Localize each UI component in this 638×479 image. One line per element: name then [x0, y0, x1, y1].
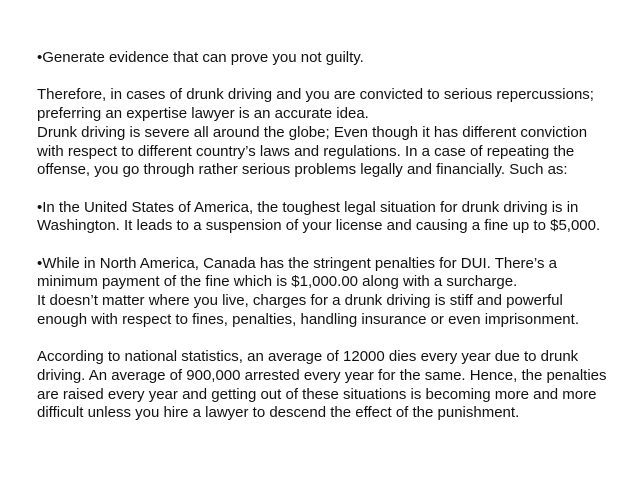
- bullet-canada: [37, 255, 632, 330]
- text-line: with respect to different country’s laws and regulations. In a case of repeating the: [37, 142, 575, 160]
- paragraph-gap: [37, 68, 632, 87]
- text-line: •While in North America, Canada has the stringent penalties for DUI. There’s a: [37, 254, 557, 272]
- text-line: Therefore, in cases of drunk driving and you are convicted to serious repercussions;: [37, 86, 594, 104]
- text-line: •Generate evidence that can prove you not guilty.: [37, 49, 364, 66]
- paragraph-gap: [37, 330, 632, 349]
- text-line: Washington. It leads to a suspension of your license and causing a fine up to $5,000.: [37, 217, 601, 235]
- text-line: It doesn’t matter where you live, charges for a drunk driving is stiff and powerful: [37, 292, 563, 310]
- text-line: offense, you go through rather serious problems legally and financially. Such as:: [37, 161, 568, 179]
- bullet-generate-evidence: [37, 49, 632, 68]
- paragraph-therefore: [37, 86, 632, 180]
- text-line: preferring an expertise lawyer is an accurate idea.: [37, 105, 369, 123]
- text-line: Drunk driving is severe all around the globe; Even though it has different conviction: [37, 123, 588, 141]
- paragraph-statistics: [37, 348, 632, 423]
- document-body: [37, 49, 632, 423]
- text-line: enough with respect to fines, penalties, handling insurance or even imprisonment.: [37, 310, 579, 328]
- paragraph-gap: [37, 180, 632, 199]
- bullet-united-states: [37, 199, 632, 236]
- text-line: are raised every year and getting out of these situations is becoming more and more: [37, 385, 597, 403]
- paragraph-gap: [37, 236, 632, 255]
- text-line: According to national statistics, an average of 12000 dies every year due to drunk: [37, 348, 579, 366]
- text-line: difficult unless you hire a lawyer to descend the effect of the punishment.: [37, 404, 520, 422]
- text-line: minimum payment of the fine which is $1,000.00 along with a surcharge.: [37, 273, 518, 291]
- text-line: driving. An average of 900,000 arrested every year for the same. Hence, the penalties: [37, 366, 607, 384]
- text-line: •In the United States of America, the toughest legal situation for drunk driving is in: [37, 198, 579, 216]
